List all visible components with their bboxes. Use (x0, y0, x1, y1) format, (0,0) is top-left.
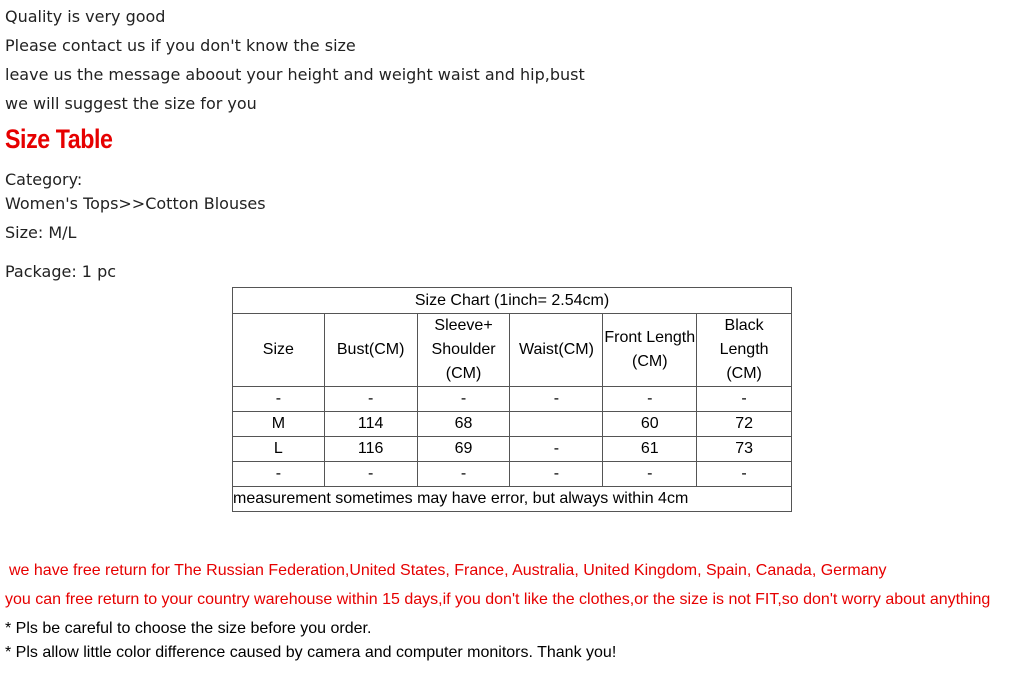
table-cell: M (233, 412, 325, 437)
header-size: Size (233, 314, 325, 387)
measurement-note: measurement sometimes may have error, but always within 4cm (233, 487, 792, 512)
table-row (233, 412, 792, 437)
table-cell: 72 (697, 412, 792, 437)
size-table-heading: Size Table (5, 124, 113, 154)
header-bust: Bust(CM) (324, 314, 417, 387)
size-chart-table (232, 287, 792, 512)
table-cell: - (603, 462, 697, 487)
intro-quality: Quality is very good (5, 7, 166, 26)
intro-contact: Please contact us if you don't know the size (5, 36, 356, 55)
table-row (233, 387, 792, 412)
header-waist: Waist(CM) (510, 314, 603, 387)
intro-message: leave us the message aboout your height and weight waist and hip,bust (5, 65, 585, 84)
header-black-length: Black Length (CM) (697, 314, 792, 387)
header-front-length: Front Length (CM) (603, 314, 697, 387)
size-chart-caption: Size Chart (1inch= 2.54cm) (233, 288, 792, 314)
table-cell: - (233, 462, 325, 487)
table-cell: 73 (697, 437, 792, 462)
free-return-warehouse: you can free return to your country warehouse within 15 days,if you don't like the clothes,or the size is not FIT,so don't worry about anything (5, 591, 991, 608)
category-label: Category: (5, 170, 83, 189)
table-cell: - (324, 462, 417, 487)
table-cell: 114 (324, 412, 417, 437)
table-cell: 68 (417, 412, 510, 437)
table-cell: - (510, 437, 603, 462)
table-cell: - (697, 462, 792, 487)
free-return-countries: we have free return for The Russian Federation,United States, France, Australia, United Kingdom, Spain, Canada, Germany (9, 562, 887, 579)
table-cell: - (510, 387, 603, 412)
header-sleeve-shoulder: Sleeve+ Shoulder (CM) (417, 314, 510, 387)
table-cell: 60 (603, 412, 697, 437)
table-cell: 116 (324, 437, 417, 462)
table-cell: - (417, 387, 510, 412)
table-cell: - (324, 387, 417, 412)
table-cell: - (510, 462, 603, 487)
table-cell: - (417, 462, 510, 487)
table-cell: 61 (603, 437, 697, 462)
intro-suggest: we will suggest the size for you (5, 94, 257, 113)
table-cell: - (697, 387, 792, 412)
category-value: Women's Tops>>Cotton Blouses (5, 194, 266, 213)
table-cell: - (603, 387, 697, 412)
table-row (233, 462, 792, 487)
size-info: Size: M/L (5, 223, 77, 242)
table-cell: 69 (417, 437, 510, 462)
size-choice-note: * Pls be careful to choose the size before you order. (5, 620, 372, 637)
table-cell (510, 412, 603, 437)
table-cell: - (233, 387, 325, 412)
table-cell: L (233, 437, 325, 462)
package-info: Package: 1 pc (5, 262, 117, 281)
color-difference-note: * Pls allow little color difference caused by camera and computer monitors. Thank you! (5, 644, 617, 661)
table-row (233, 437, 792, 462)
